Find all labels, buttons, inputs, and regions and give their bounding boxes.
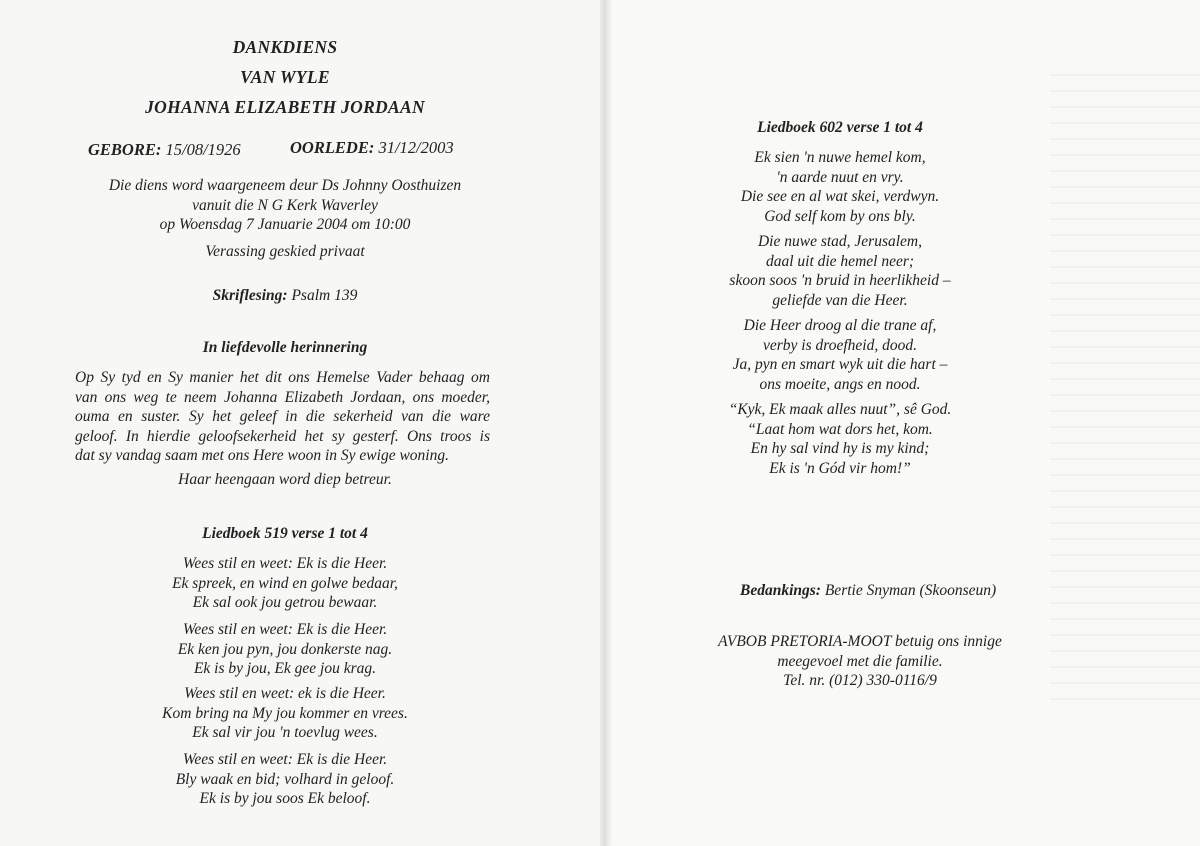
hymn-602-verse-2 — [640, 232, 1040, 310]
verse-line: “Kyk, Ek maak alles nuut”, sê God. — [728, 401, 952, 418]
title-block — [60, 36, 510, 58]
hymn-602-verse-3 — [640, 316, 1040, 394]
reading-label: Skriflesing: — [212, 287, 288, 304]
born-date: 15/08/1926 — [165, 140, 241, 159]
verse-line: Ek is by jou soos Ek beloof. — [199, 790, 371, 807]
verse-line: Ek spreek, en wind en golwe bedaar, — [172, 574, 398, 592]
memoriam-line: ouma en suster. Sy het geleef in die sekerheid van die ware — [75, 408, 490, 425]
thanks-row — [740, 581, 1060, 601]
scripture-reading — [60, 286, 510, 306]
verse-line: Ek is by jou, Ek gee jou krag. — [193, 660, 377, 677]
verse-line: verby is droefheid, dood. — [763, 336, 917, 354]
born-label: GEBORE: — [88, 140, 162, 159]
page-fold — [600, 0, 612, 846]
verse-line: 'n aarde nuut en vry. — [776, 168, 904, 186]
verse-line: Ja, pyn en smart wyk uit die hart – — [732, 356, 948, 373]
verse-line: skoon soos 'n bruid in heerlikheid – — [729, 272, 951, 289]
service-line: op Woensdag 7 Januarie 2004 om 10:00 — [159, 216, 411, 233]
memoriam-closing-block — [60, 470, 510, 490]
reading-value: Psalm 139 — [291, 287, 358, 304]
service-details — [60, 176, 510, 235]
memoriam-heading-block — [60, 338, 510, 358]
verse-line: God self kom by ons bly. — [764, 207, 916, 225]
cremation-note: Verassing geskied privaat — [205, 243, 365, 260]
verse-line: Wees stil en weet: Ek is die Heer. — [182, 555, 388, 572]
died-date: 31/12/2003 — [378, 138, 454, 157]
service-line: vanuit die N G Kerk Waverley — [192, 196, 378, 214]
hymn-602-verse-4 — [640, 400, 1040, 478]
verse-line: Ek sal ook jou getrou bewaar. — [192, 594, 378, 611]
undertaker-note — [680, 632, 1040, 691]
undertaker-line: meegevoel met die familie. — [777, 652, 943, 670]
hymn-519-verse-3 — [60, 684, 510, 743]
title-line-1: DANKDIENS — [232, 37, 338, 57]
verse-line: daal uit die hemel neer; — [765, 252, 915, 270]
verse-line: Ek is 'n Gód vir hom!” — [769, 459, 911, 477]
title-line-3: JOHANNA ELIZABETH JORDAAN — [145, 97, 425, 117]
verse-line: Wees stil en weet: ek is die Heer. — [184, 685, 386, 702]
cremation-note-block — [60, 242, 510, 262]
verse-line: “Laat hom wat dors het, kom. — [747, 420, 933, 438]
hymn-519-heading: Liedboek 519 verse 1 tot 4 — [202, 525, 368, 542]
hymn-602-heading-block — [640, 118, 1040, 138]
hymn-519-verse-1 — [60, 554, 510, 613]
title-block-3 — [60, 96, 510, 118]
memoriam-heading: In liefdevolle herinnering — [202, 339, 368, 356]
memoriam-line: geloof. In hierdie geloofsekerheid het sy gesterf. Ons troos is — [75, 427, 490, 445]
verse-line: ons moeite, angs en nood. — [759, 375, 921, 393]
verse-line: Bly waak en bid; volhard in geloof. — [175, 770, 395, 788]
title-line-2: VAN WYLE — [240, 67, 330, 87]
thanks-label: Bedankings: — [740, 582, 821, 599]
verse-line: Ek sien 'n nuwe hemel kom, — [754, 149, 926, 166]
hymn-519-heading-block — [60, 524, 510, 544]
hymn-602-heading: Liedboek 602 verse 1 tot 4 — [757, 119, 923, 136]
verse-line: Die nuwe stad, Jerusalem, — [757, 233, 922, 250]
bleed-through-texture — [1050, 60, 1200, 700]
died-label: OORLEDE: — [290, 138, 375, 157]
thanks-value: Bertie Snyman (Skoonseun) — [824, 582, 997, 599]
memoriam-paragraph — [75, 368, 490, 466]
verse-line: Kom bring na My jou kommer en vrees. — [162, 704, 408, 722]
title-block-2 — [60, 66, 510, 88]
verse-line: Die see en al wat skei, verdwyn. — [740, 188, 940, 205]
verse-line: Ek sal vir jou 'n toevlug wees. — [192, 724, 378, 741]
memoriam-line: Op Sy tyd en Sy manier het dit ons Hemelse Vader behaag om — [75, 369, 490, 386]
verse-line: Die Heer droog al die trane af, — [743, 317, 937, 334]
died-row — [290, 138, 500, 158]
verse-line: geliefde van die Heer. — [772, 291, 908, 309]
hymn-519-verse-2 — [60, 620, 510, 679]
verse-line: Wees stil en weet: Ek is die Heer. — [182, 621, 388, 638]
verse-line: En hy sal vind hy is my kind; — [750, 440, 930, 457]
memoriam-line: van ons weg te neem Johanna Elizabeth Jordaan, ons moeder, — [75, 388, 490, 406]
born-row — [88, 140, 288, 160]
memoriam-closing: Haar heengaan word diep betreur. — [178, 471, 392, 488]
undertaker-line: Tel. nr. (012) 330-0116/9 — [783, 672, 937, 689]
verse-line: Wees stil en weet: Ek is die Heer. — [182, 751, 388, 768]
service-line: Die diens word waargeneem deur Ds Johnny Oosthuizen — [108, 177, 462, 194]
verse-line: Ek ken jou pyn, jou donkerste nag. — [177, 640, 393, 658]
memoriam-line: dat sy vandag saam met ons Here woon in Sy ewige woning. — [75, 447, 449, 464]
undertaker-line: AVBOB PRETORIA-MOOT betuig ons innige — [718, 633, 1002, 650]
hymn-519-verse-4 — [60, 750, 510, 809]
hymn-602-verse-1 — [640, 148, 1040, 226]
